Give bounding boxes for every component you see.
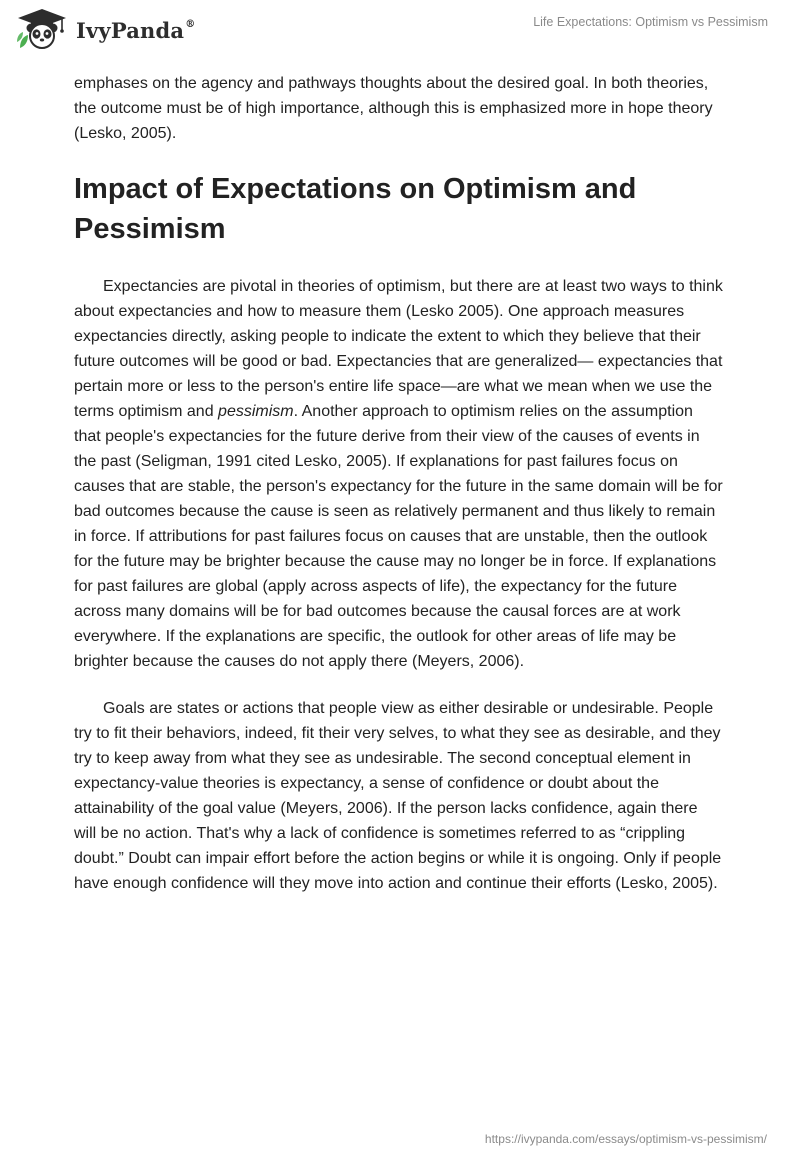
essay-content	[74, 71, 724, 896]
section-heading: Impact of Expectations on Optimism and Pessimism	[74, 173, 637, 245]
brand-name: IvyPanda®	[76, 17, 196, 43]
intro-paragraph: emphases on the agency and pathways thoughts about the desired goal. In both theories, the outcome must be of high importance, although this is emphasized more in hope theory (Lesko, 2005).	[74, 75, 713, 142]
page-header	[0, 0, 800, 62]
paragraph-spacer	[74, 674, 724, 696]
ivypanda-logo[interactable]	[14, 8, 195, 50]
document-title: Life Expectations: Optimism vs Pessimism	[533, 15, 768, 29]
paragraph-1-emphasis: pessimism	[218, 403, 294, 420]
paragraph-2: Goals are states or actions that people view as either desirable or undesirable. People try to fit their behaviors, indeed, fit their very selves, to what they see as desirable, and they try to keep away from what they see as undesirable. The second conceptual element in expectancy-value theories is expectancy, a sense of confidence or doubt about the attainability of the goal value (Meyers, 2006). If the person lacks confidence, again there will be no action. That's why a lack of confidence is sometimes referred to as “crippling doubt.” Doubt can impair effort before the action begins or while it is ongoing. Only if people have enough confidence will they move into action and continue their efforts (Lesko, 2005).	[74, 700, 722, 892]
registered-mark: ®	[185, 18, 196, 30]
paragraph-1	[74, 274, 724, 674]
paragraph-1-text-b: . Another approach to optimism relies on the assumption that people's expectancies for the future derive from their view of the causes of events in the past (Seligman, 1991 cited Lesko, 2005). If explanations for past failures focus on causes that are stable, the person's expectancy for the future in the same domain will be for bad outcomes because the cause is seen as relatively permanent and thus likely to remain in force. If attributions for past failures focus on causes that are unstable, then the outlook for the future may be brighter because the cause may no longer be in force. If explanations for past failures are global (apply across aspects of life), the expectancy for the future across many domains will be for bad outcomes because the causal forces are at work everywhere. If the explanations are specific, the outlook for other areas of life may be brighter because the causes do not apply there (Meyers, 2006).	[74, 403, 723, 670]
panda-graduate-logo-icon	[14, 8, 70, 50]
source-url[interactable]: https://ivypanda.com/essays/optimism-vs-pessimism/	[484, 1132, 767, 1146]
paragraph-1-text-a: Expectancies are pivotal in theories of optimism, but there are at least two ways to think about expectancies and how to measure them (Lesko 2005). One approach measures expectancies directly, asking people to indicate the extent to which they believe that their future outcomes will be good or bad. Expectancies that are generalized— expectancies that pertain more or less to the person's entire life space—are what we mean when we use the terms optimism and	[74, 278, 723, 420]
